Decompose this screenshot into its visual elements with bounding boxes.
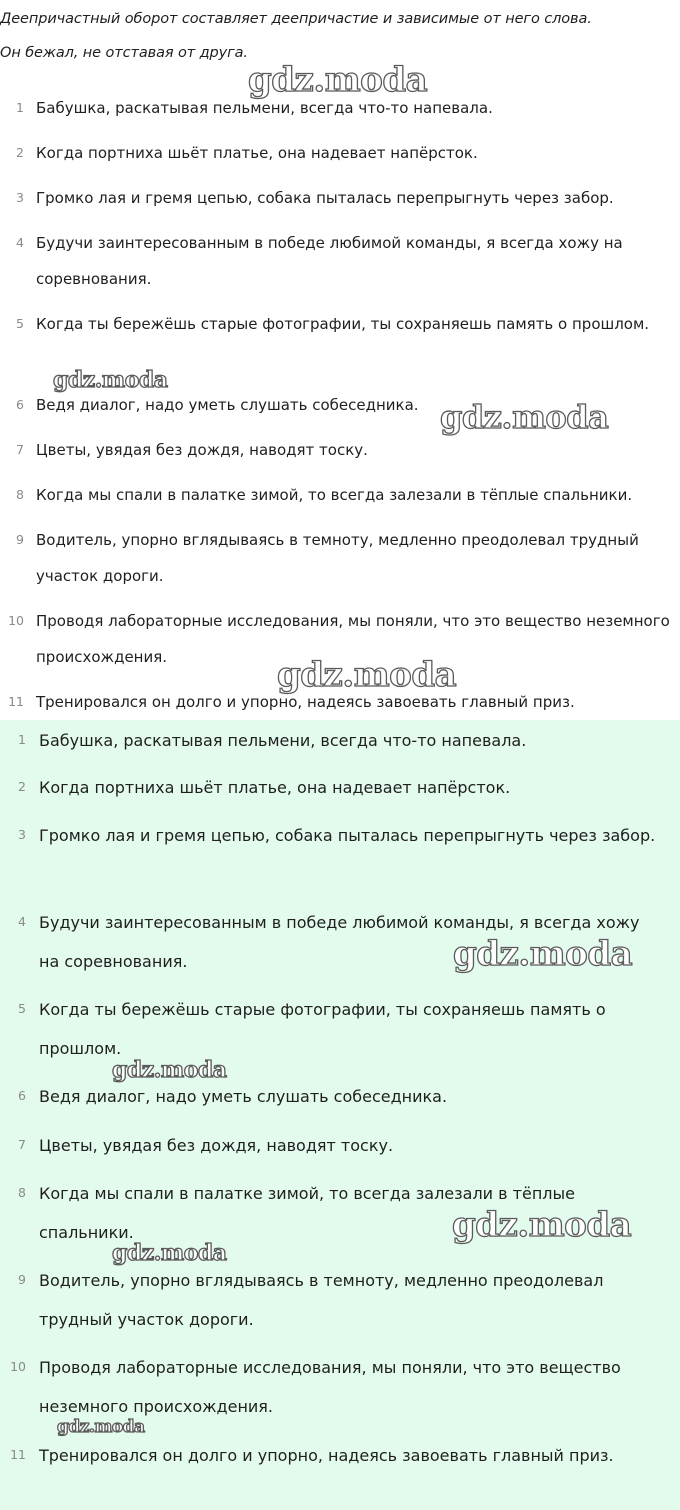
item-text: Тренировался он долго и упорно, надеясь завоевать главный приз. [36,693,575,711]
item-text: Цветы, увядая без дождя, наводят тоску. [36,441,368,459]
item-text: Будучи заинтересованным в победе любимой команды, я всегда хожу на соревнования. [39,913,640,971]
watermark-logo: gdz.moda [277,655,457,695]
item-text: Цветы, увядая без дождя, наводят тоску. [39,1136,394,1155]
item-text: Громко лая и гремя цепью, собака пыталась перепрыгнуть через забор. [36,189,614,207]
item-text: Когда мы спали в палатке зимой, то всегда залезали в тёплые спальники. [36,486,633,504]
item-number: 11 [8,694,24,709]
item-number: 9 [18,1272,26,1287]
item-text: Ведя диалог, надо уметь слушать собеседника. [36,396,419,414]
item-number: 11 [10,1447,26,1462]
item-number: 4 [16,235,24,250]
watermark-logo: gdz.moda [440,398,609,436]
item-number: 2 [16,145,24,160]
item-number: 5 [18,1001,26,1016]
watermark-logo: gdz.moda [453,934,633,974]
item-text: Когда портниха шьёт платье, она надевает напёрсток. [36,144,478,162]
item-text: Проводя лабораторные исследования, мы поняли, что это вещество неземного происхождения. [39,1358,621,1416]
item-text: Водитель, упорно вглядываясь в темноту, медленно преодолевал трудный участок дороги. [39,1271,604,1329]
watermark-logo: gdz.moda [57,1417,145,1437]
watermark-logo: gdz.moda [248,60,428,100]
watermark-logo: gdz.moda [112,1057,227,1083]
item-number: 3 [18,827,26,842]
item-text: Когда мы спали в палатке зимой, то всегда залезали в тёплые спальники. [39,1184,576,1242]
item-number: 1 [16,100,24,115]
item-number: 8 [16,487,24,502]
item-text: Ведя диалог, надо уметь слушать собеседника. [39,1087,448,1106]
item-number: 7 [18,1137,26,1152]
item-text: Когда ты бережёшь старые фотографии, ты сохраняешь память о прошлом. [36,315,650,333]
item-number: 2 [18,779,26,794]
watermark-logo: gdz.moda [452,1205,632,1245]
item-text: Будучи заинтересованным в победе любимой команды, я всегда хожу на соревнования. [36,234,623,288]
rule-text: Деепричастный оборот составляет деепричастие и зависимые от него слова. [0,11,592,27]
item-number: 9 [16,532,24,547]
item-text: Бабушка, раскатывая пельмени, всегда что-то напевала. [39,731,527,750]
item-number: 8 [18,1185,26,1200]
item-text: Когда ты бережёшь старые фотографии, ты сохраняешь память о прошлом. [39,1000,606,1058]
item-number: 7 [16,442,24,457]
watermark-logo: gdz.moda [53,367,168,393]
watermark-logo: gdz.moda [112,1240,227,1266]
item-number: 1 [18,732,26,747]
item-number: 3 [16,190,24,205]
item-number: 6 [18,1088,26,1103]
item-text: Водитель, упорно вглядываясь в темноту, медленно преодолевал трудный участок дороги. [36,531,639,585]
item-number: 10 [8,613,24,628]
item-text: Громко лая и гремя цепью, собака пыталась перепрыгнуть через забор. [39,826,656,845]
example-sentence: Он бежал, не отставая от друга. [0,45,248,61]
item-text: Проводя лабораторные исследования, мы поняли, что это вещество неземного происхождения. [36,612,670,666]
item-text: Когда портниха шьёт платье, она надевает напёрсток. [39,778,511,797]
item-number: 5 [16,316,24,331]
item-text: Тренировался он долго и упорно, надеясь завоевать главный приз. [39,1446,614,1465]
item-text: Бабушка, раскатывая пельмени, всегда что-то напевала. [36,99,493,117]
item-number: 6 [16,397,24,412]
item-number: 10 [10,1359,26,1374]
item-number: 4 [18,914,26,929]
